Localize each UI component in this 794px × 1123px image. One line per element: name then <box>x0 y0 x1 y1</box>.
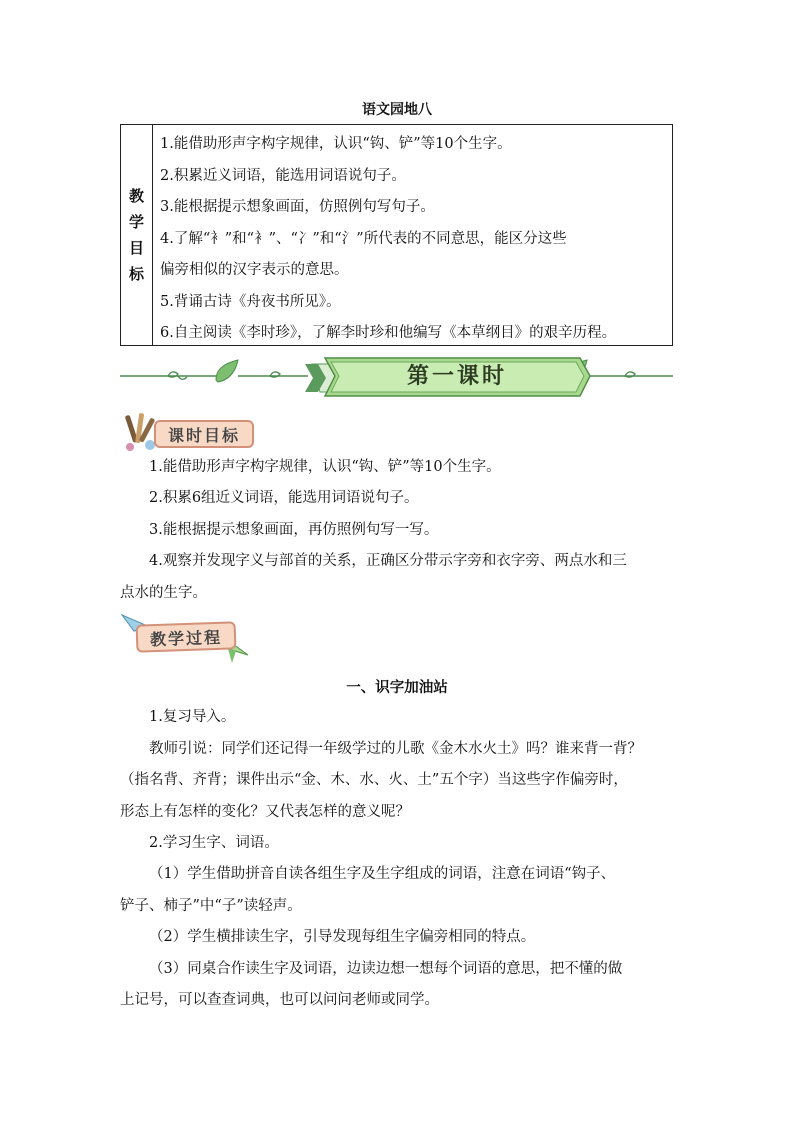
goals-list <box>153 125 672 345</box>
section-heading: 一、识字加油站 <box>346 679 448 696</box>
document-title: 语文园地八 <box>362 102 432 118</box>
body-line: 教师引说：同学们还记得一年级学过的儿歌《金木水火土》吗？谁来背一背？ <box>149 741 642 757</box>
process-badge-label: 教学过程 <box>136 621 237 652</box>
body-line: （3）同桌合作读生字及词语，边读边想一想每个词语的意思，把不懂的做 <box>149 961 623 977</box>
body-line: （指名背、齐背；课件出示“金、木、水、火、土”五个字）当这些字作偏旁时， <box>120 772 628 788</box>
lesson-banner-title: 第一课时 <box>406 363 507 389</box>
body-line: （1）学生借助拼音自读各组生字及生字组成的词语，注意在词语“钩子、 <box>149 866 616 882</box>
objectives-badge-label: 课时目标 <box>154 420 254 448</box>
objective-item: 4.观察并发现字义与部首的关系，正确区分带示字旁和衣字旁、两点水和三 <box>149 553 627 569</box>
objective-item: 1.能借助形声字构字规律，认识“钩、铲”等10个生字。 <box>149 459 501 475</box>
body-line: 铲子、柿子”中“子”读轻声。 <box>120 898 302 914</box>
label-char: 教 <box>128 187 144 205</box>
goal-item: 1.能借助形声字构字规律，认识“钩、铲”等10个生字。 <box>160 136 512 152</box>
body-line: 上记号，可以查查词典，也可以问问老师或同学。 <box>120 992 439 1008</box>
body-line: 1.复习导入。 <box>149 709 236 725</box>
goal-item: 5.背诵古诗《舟夜书所见》。 <box>160 293 341 310</box>
goal-item: 4.了解“衤”和“衤”、“冫”和“氵”所代表的不同意思，能区分这些 <box>160 230 567 247</box>
body-line: 形态上有怎样的变化？又代表怎样的意义呢？ <box>120 804 410 820</box>
objectives-badge <box>120 411 260 453</box>
objective-item-continuation: 点水的生字。 <box>120 585 207 601</box>
goal-item: 6.自主阅读《李时珍》，了解李时珍和他编写《本草纲目》的艰辛历程。 <box>160 325 617 341</box>
body-line: 2.学习生字、词语。 <box>149 835 279 851</box>
goals-table-label <box>121 125 153 345</box>
goal-item: 2.积累近义词语，能选用词语说句子。 <box>160 167 406 184</box>
objective-item: 2.积累6组近义词语，能选用词语说句子。 <box>149 490 419 506</box>
body-line: （2）学生横排读生字，引导发现每组生字偏旁相同的特点。 <box>149 929 536 945</box>
label-char: 学 <box>128 213 144 231</box>
goal-item: 3.能根据提示想象画面，仿照例句写句子。 <box>160 199 435 215</box>
label-char: 目 <box>128 239 144 257</box>
objective-item: 3.能根据提示想象画面，再仿照例句写一写。 <box>149 522 439 538</box>
process-badge <box>120 609 250 667</box>
goal-item-continuation: 偏旁相似的汉字表示的意思。 <box>160 262 349 278</box>
lesson-banner <box>120 356 673 402</box>
label-char: 标 <box>128 265 144 283</box>
teaching-goals-table <box>120 124 673 346</box>
